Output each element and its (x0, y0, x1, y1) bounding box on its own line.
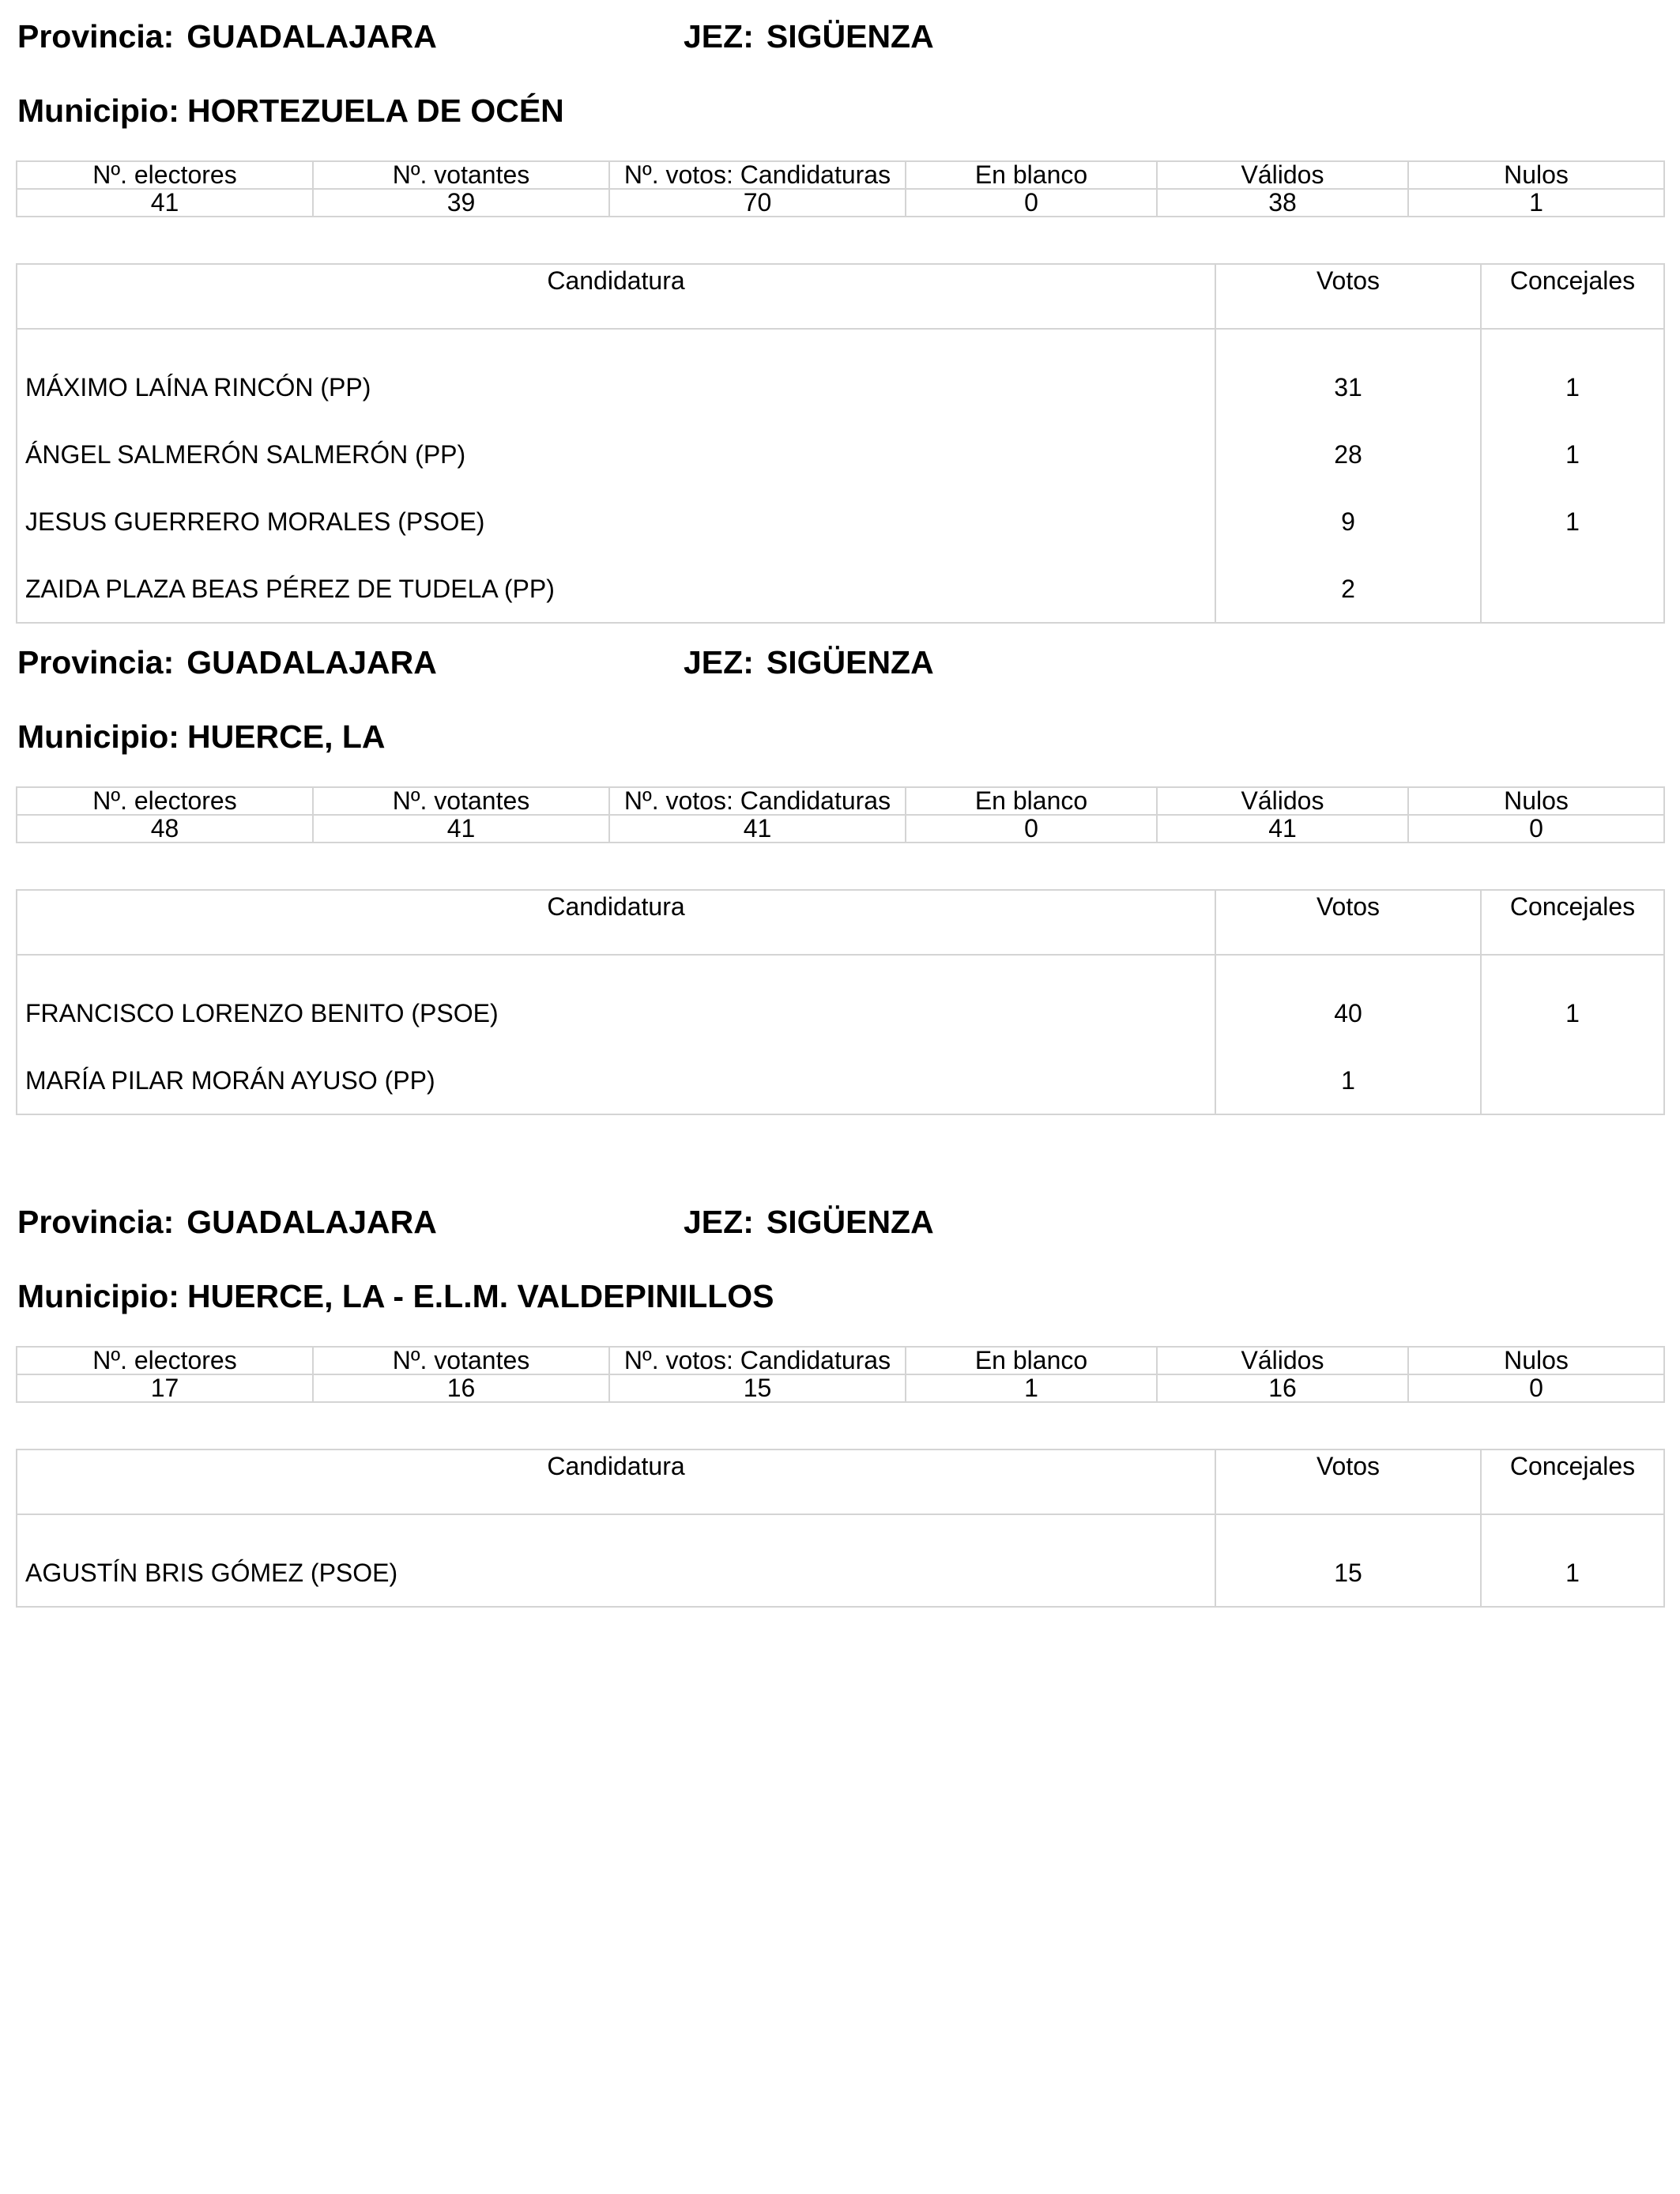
stats-table (16, 786, 1665, 843)
jez-group (684, 1198, 934, 1246)
stat-header: Válidos (1157, 787, 1408, 815)
provincia-label: Provincia: (17, 1204, 175, 1240)
stats-value-row (17, 815, 1664, 843)
candidate-votos: 2 (1215, 555, 1481, 623)
stat-value: 41 (17, 189, 313, 217)
stat-value: 15 (609, 1374, 906, 1402)
candidates-table (16, 263, 1665, 624)
municipio-label: Municipio: (17, 1278, 179, 1314)
provincia-label: Provincia: (17, 18, 175, 55)
candidate-name: FRANCISCO LORENZO BENITO (PSOE) (17, 955, 1215, 1046)
candidates-header-row (17, 1449, 1664, 1514)
candidate-name: MÁXIMO LAÍNA RINCÓN (PP) (17, 329, 1215, 420)
stats-table (16, 1346, 1665, 1403)
stats-header-row (17, 161, 1664, 189)
stat-value: 39 (313, 189, 609, 217)
stat-header: En blanco (906, 1347, 1157, 1374)
cand-header: Concejales (1481, 890, 1664, 955)
stat-value: 16 (1157, 1374, 1408, 1402)
stat-header: En blanco (906, 161, 1157, 189)
stat-value: 0 (1408, 815, 1664, 843)
cand-header: Candidatura (17, 264, 1215, 329)
stat-value: 0 (906, 815, 1157, 843)
municipio-label: Municipio: (17, 92, 179, 129)
provincia-header (17, 1198, 934, 1246)
candidate-votos: 1 (1215, 1046, 1481, 1114)
stat-value: 16 (313, 1374, 609, 1402)
jez-group (684, 639, 934, 686)
stat-header: Nulos (1408, 1347, 1664, 1374)
municipio-header (17, 713, 386, 760)
jez-group (684, 13, 934, 60)
candidate-votos: 9 (1215, 488, 1481, 555)
stat-value: 38 (1157, 189, 1408, 217)
provincia-value: GUADALAJARA (186, 1204, 437, 1240)
candidates-table (16, 889, 1665, 1115)
candidate-concejales: 1 (1481, 329, 1664, 420)
candidate-votos: 28 (1215, 420, 1481, 488)
provincia-label: Provincia: (17, 644, 175, 680)
stats-table (16, 160, 1665, 217)
provincia-header (17, 639, 934, 686)
stat-header: Nulos (1408, 161, 1664, 189)
provincia-value: GUADALAJARA (186, 18, 437, 55)
jez-label: JEZ: (684, 1204, 754, 1240)
cand-header: Candidatura (17, 1449, 1215, 1514)
candidate-name: JESUS GUERRERO MORALES (PSOE) (17, 488, 1215, 555)
candidate-name: MARÍA PILAR MORÁN AYUSO (PP) (17, 1046, 1215, 1114)
candidate-concejales (1481, 1046, 1664, 1114)
cand-header: Votos (1215, 264, 1481, 329)
stat-value: 41 (609, 815, 906, 843)
provincia-header (17, 13, 934, 60)
stat-value: 48 (17, 815, 313, 843)
jez-value: SIGÜENZA (766, 644, 934, 680)
cand-header: Votos (1215, 1449, 1481, 1514)
municipio-header (17, 1272, 774, 1320)
stat-header: Nulos (1408, 787, 1664, 815)
cand-header: Votos (1215, 890, 1481, 955)
candidate-concejales (1481, 555, 1664, 623)
stat-header: Nº. votantes (313, 161, 609, 189)
candidates-header-row (17, 890, 1664, 955)
stat-header: Nº. electores (17, 787, 313, 815)
candidate-concejales: 1 (1481, 488, 1664, 555)
table-row (17, 955, 1664, 1046)
candidate-concejales: 1 (1481, 420, 1664, 488)
stat-value: 70 (609, 189, 906, 217)
stats-header-row (17, 787, 1664, 815)
candidates-header-row (17, 264, 1664, 329)
stat-value: 1 (906, 1374, 1157, 1402)
stat-header: Nº. votantes (313, 1347, 609, 1374)
table-row (17, 1514, 1664, 1607)
stat-value: 41 (1157, 815, 1408, 843)
candidate-name: ÁNGEL SALMERÓN SALMERÓN (PP) (17, 420, 1215, 488)
provincia-value: GUADALAJARA (186, 644, 437, 680)
stat-value: 41 (313, 815, 609, 843)
municipio-label: Municipio: (17, 718, 179, 755)
candidates-table (16, 1449, 1665, 1608)
candidate-concejales: 1 (1481, 955, 1664, 1046)
stat-header: Nº. votos: Candidaturas (609, 1347, 906, 1374)
stats-header-row (17, 1347, 1664, 1374)
stats-value-row (17, 1374, 1664, 1402)
candidate-name: AGUSTÍN BRIS GÓMEZ (PSOE) (17, 1514, 1215, 1607)
stat-value: 0 (1408, 1374, 1664, 1402)
candidate-concejales: 1 (1481, 1514, 1664, 1607)
table-row (17, 1046, 1664, 1114)
stat-value: 17 (17, 1374, 313, 1402)
stat-header: Válidos (1157, 1347, 1408, 1374)
municipio-value: HUERCE, LA (186, 718, 386, 755)
stats-value-row (17, 189, 1664, 217)
jez-label: JEZ: (684, 18, 754, 55)
cand-header: Concejales (1481, 264, 1664, 329)
jez-value: SIGÜENZA (766, 18, 934, 55)
candidate-name: ZAIDA PLAZA BEAS PÉREZ DE TUDELA (PP) (17, 555, 1215, 623)
stat-header: En blanco (906, 787, 1157, 815)
candidate-votos: 40 (1215, 955, 1481, 1046)
table-row (17, 329, 1664, 420)
jez-label: JEZ: (684, 644, 754, 680)
municipio-value: HUERCE, LA - E.L.M. VALDEPINILLOS (186, 1278, 774, 1314)
municipio-value: HORTEZUELA DE OCÉN (186, 92, 564, 129)
stat-header: Nº. votos: Candidaturas (609, 787, 906, 815)
candidate-votos: 15 (1215, 1514, 1481, 1607)
cand-header: Candidatura (17, 890, 1215, 955)
stat-header: Nº. votantes (313, 787, 609, 815)
municipio-header (17, 87, 564, 134)
stat-header: Nº. votos: Candidaturas (609, 161, 906, 189)
jez-value: SIGÜENZA (766, 1204, 934, 1240)
candidate-votos: 31 (1215, 329, 1481, 420)
stat-header: Válidos (1157, 161, 1408, 189)
table-row (17, 488, 1664, 555)
table-row (17, 420, 1664, 488)
cand-header: Concejales (1481, 1449, 1664, 1514)
stat-value: 0 (906, 189, 1157, 217)
stat-header: Nº. electores (17, 1347, 313, 1374)
stat-header: Nº. electores (17, 161, 313, 189)
table-row (17, 555, 1664, 623)
stat-value: 1 (1408, 189, 1664, 217)
